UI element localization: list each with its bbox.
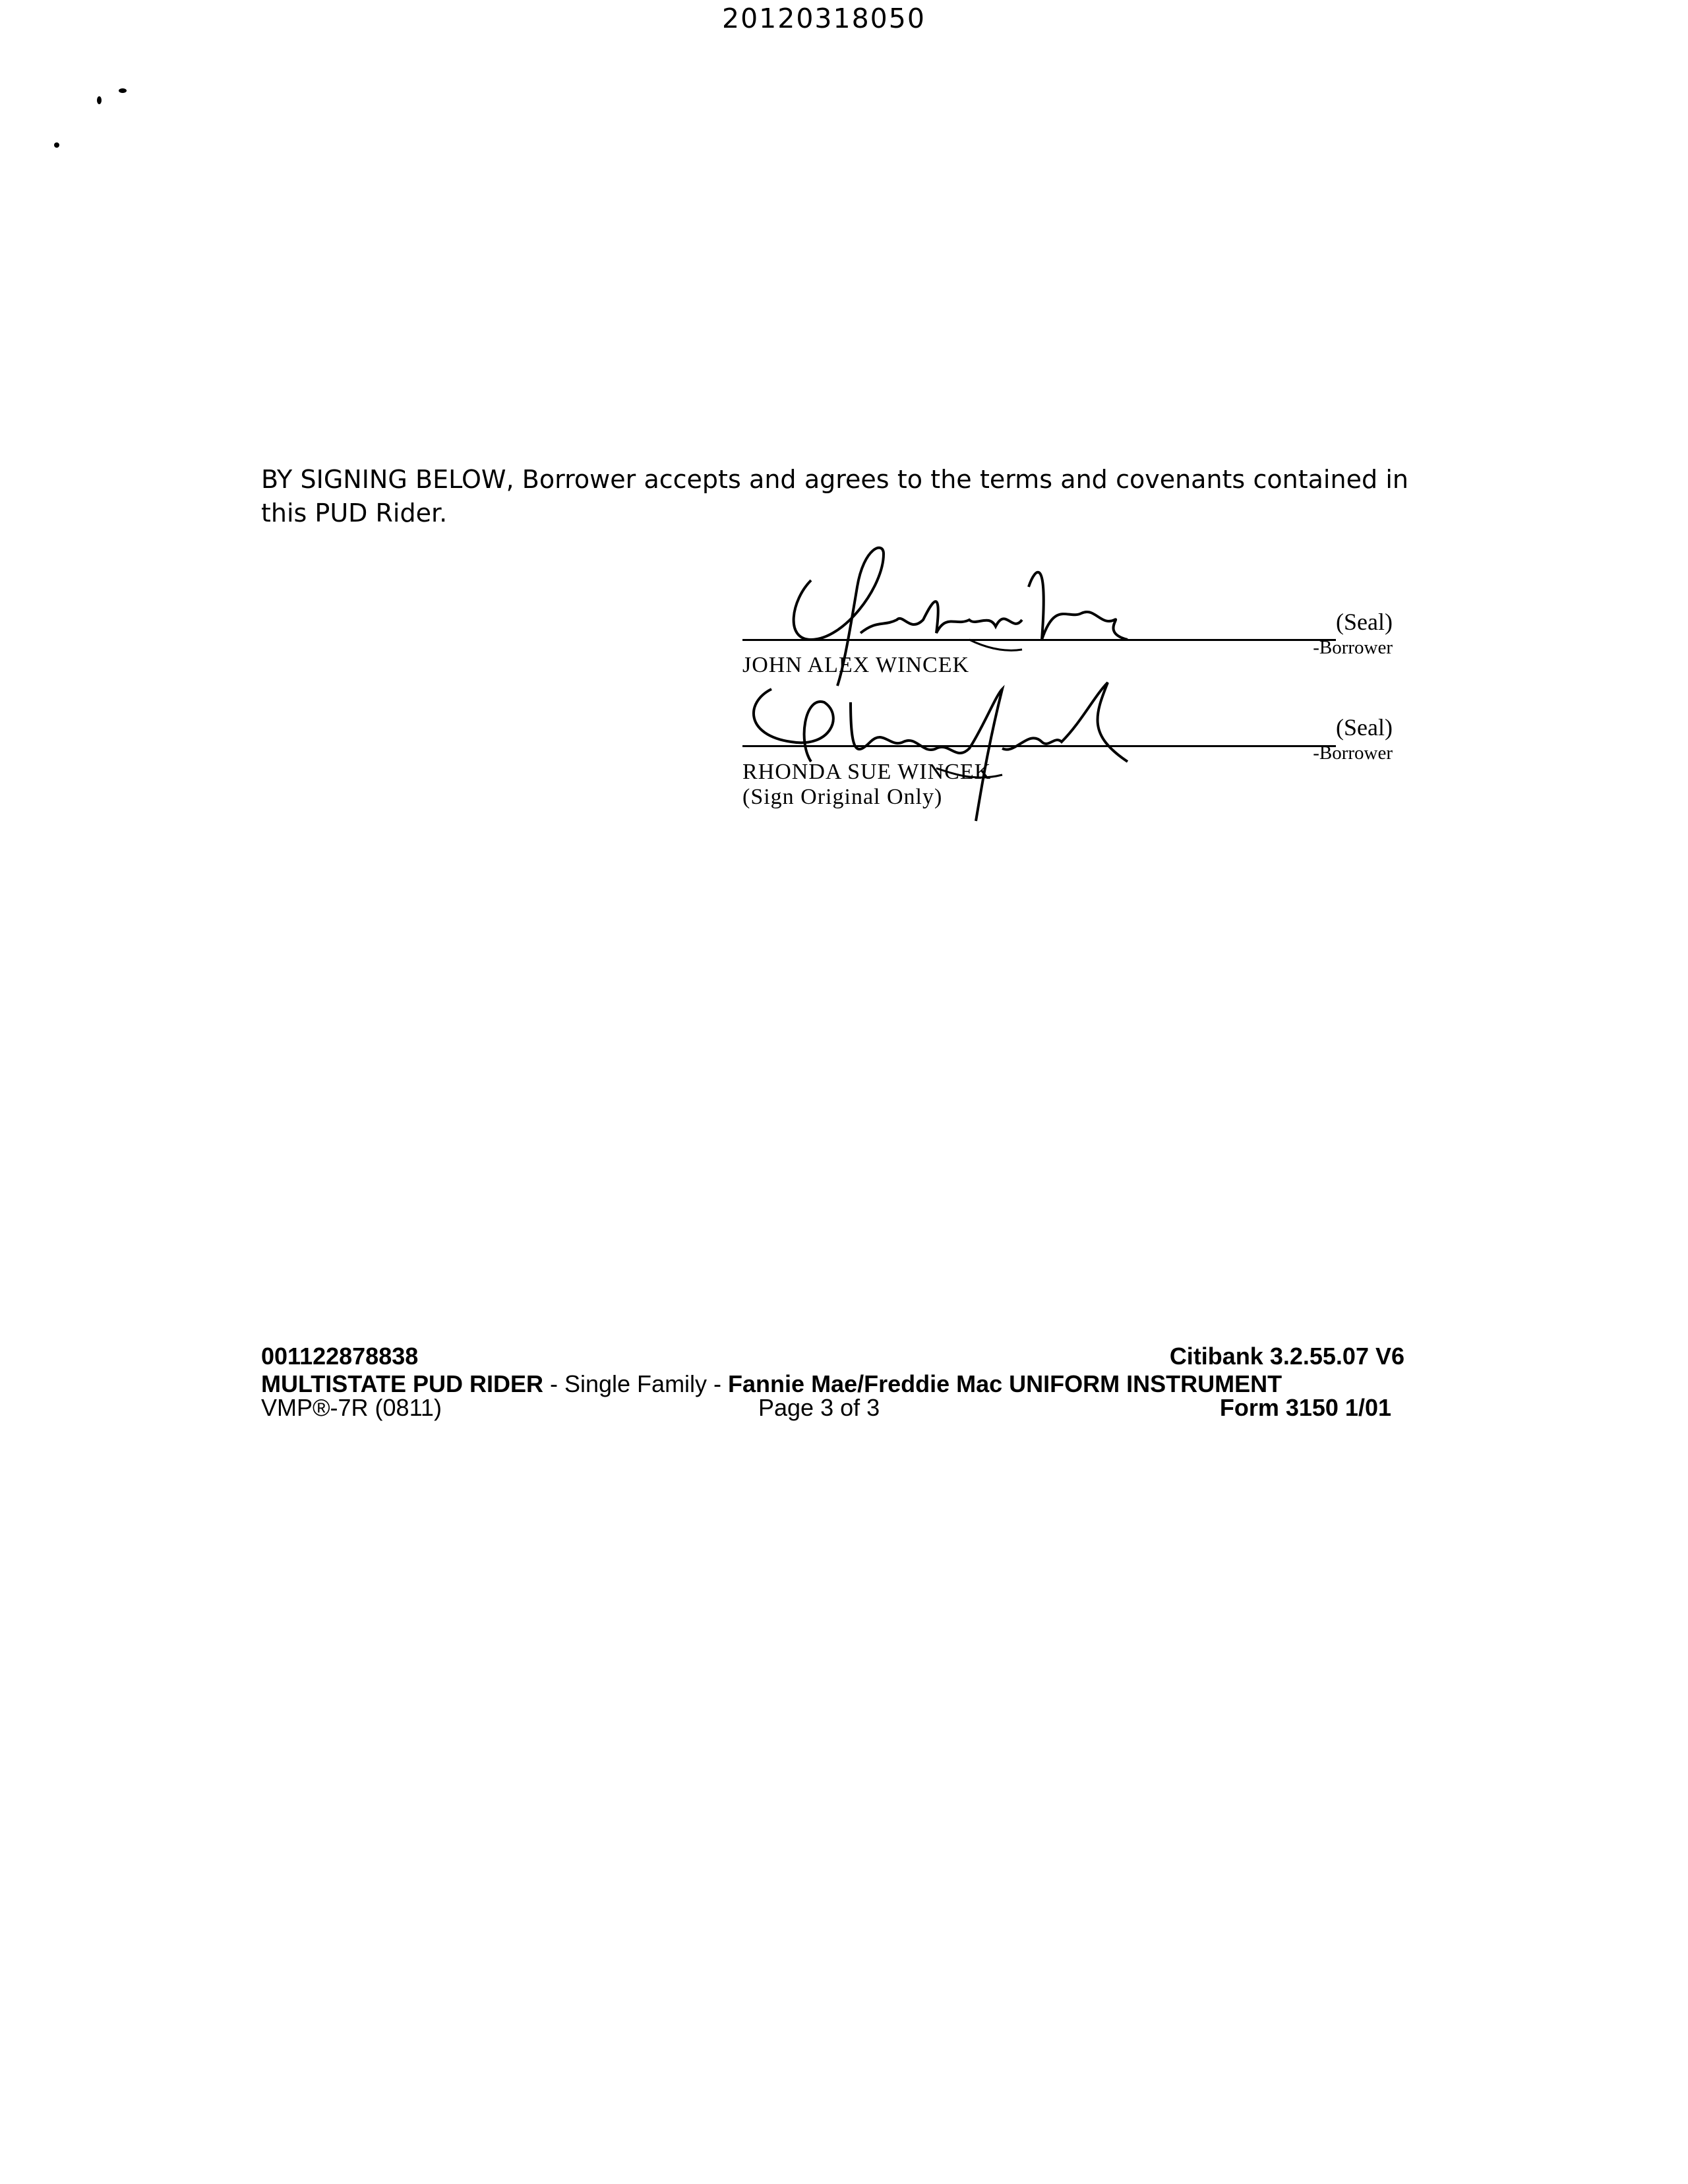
form-publisher: Fannie Mae/Freddie Mac UNIFORM INSTRUMENT: [728, 1370, 1282, 1397]
signing-instruction: (Sign Original Only): [742, 785, 943, 809]
signer-name: JOHN ALEX WINCEK: [742, 653, 970, 677]
seal-label: (Seal): [1336, 714, 1393, 741]
page-indicator: Page 3 of 3: [758, 1394, 880, 1421]
signature-line: [742, 639, 1336, 641]
borrower-role-label: -Borrower: [1313, 637, 1393, 658]
signature-rhonda-sue-wincek: [738, 676, 1134, 834]
system-version: Citibank 3.2.55.07 V6: [1169, 1343, 1404, 1370]
loan-number: 001122878838: [261, 1343, 419, 1370]
form-title: MULTISTATE PUD RIDER: [261, 1370, 543, 1397]
document-number: 20120318050: [722, 3, 926, 34]
form-subtitle: - Single Family -: [543, 1370, 729, 1397]
form-code: VMP®-7R (0811): [261, 1394, 442, 1421]
form-number: Form 3150 1/01: [1219, 1394, 1391, 1421]
acceptance-statement: BY SIGNING BELOW, Borrower accepts and agrees to the terms and covenants contained in this PUD Rider.: [261, 465, 1408, 528]
scan-speck: [54, 142, 59, 148]
scan-speck: [97, 96, 102, 104]
seal-label: (Seal): [1336, 609, 1393, 635]
signature-line: [742, 745, 1336, 747]
signer-name: RHONDA SUE WINCEK: [742, 760, 992, 784]
scan-speck: [119, 88, 127, 93]
borrower-role-label: -Borrower: [1313, 743, 1393, 764]
